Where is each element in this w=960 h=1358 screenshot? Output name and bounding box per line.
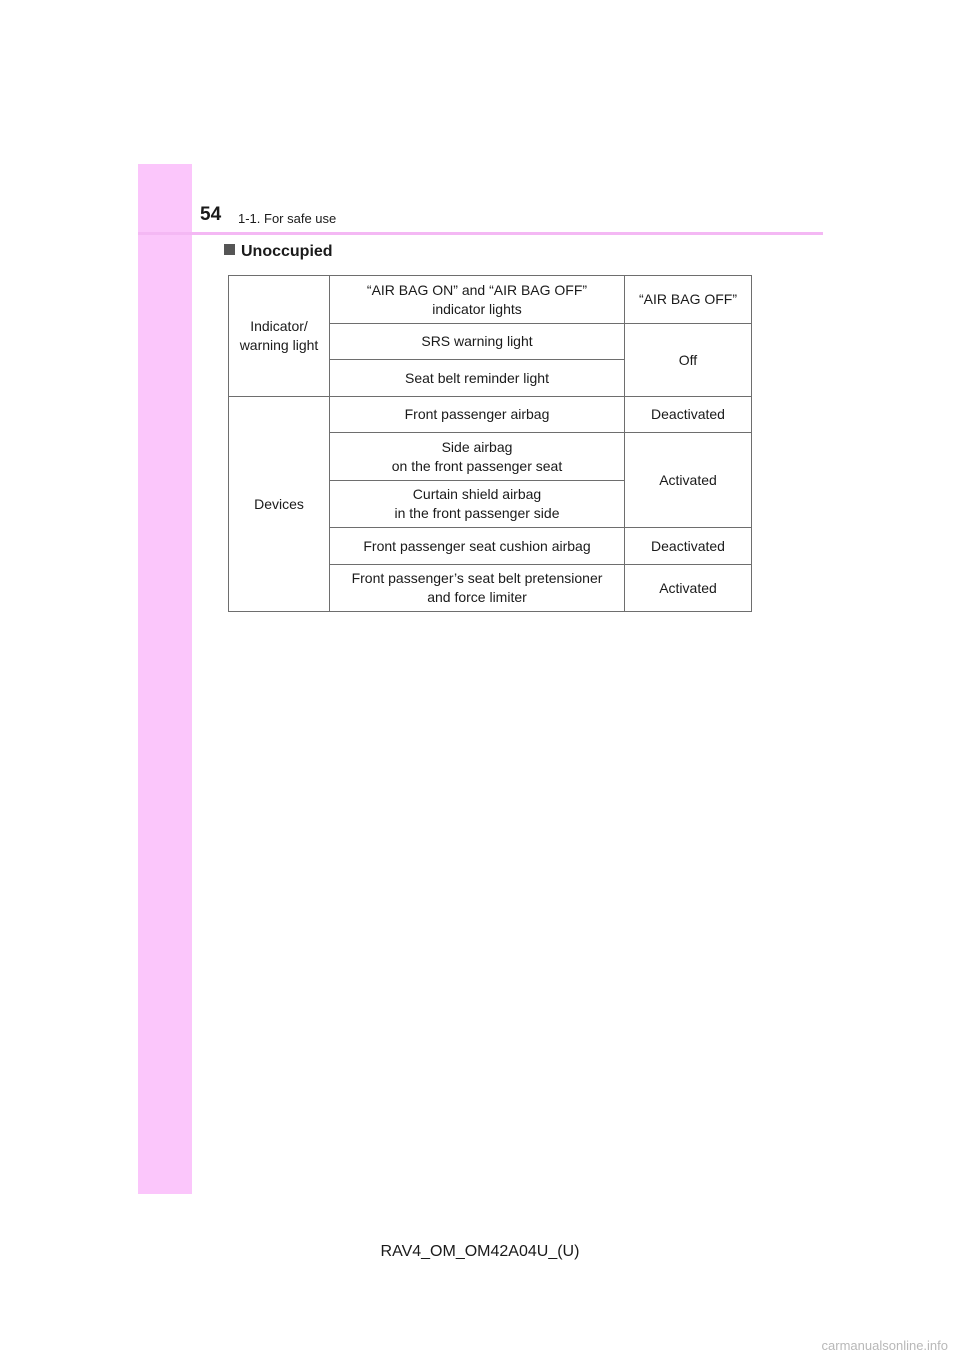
seat-cushion-airbag-status-cell: Deactivated [625,528,752,565]
curtain-shield-airbag-cell: Curtain shield airbag in the front passenger side [330,481,625,528]
devices-group-cell: Devices [229,397,330,612]
airbag-indicator-status-cell: “AIR BAG OFF” [625,276,752,324]
table-row [229,276,752,324]
watermark: carmanualsonline.info [821,1338,948,1353]
belt-pretensioner-status-cell: Activated [625,565,752,612]
side-curtain-airbag-status-cell: Activated [625,433,752,528]
front-passenger-airbag-cell: Front passenger airbag [330,397,625,433]
subheading [224,243,333,261]
section-title: 1-1. For safe use [238,211,337,226]
seat-belt-reminder-cell: Seat belt reminder light [330,360,625,397]
side-color-band [138,164,192,1194]
airbag-status-table [228,275,752,612]
header-rule [138,232,823,235]
page-number: 54 [200,204,222,225]
square-bullet-icon [224,244,235,255]
manual-code: RAV4_OM_OM42A04U_(U) [380,1243,580,1260]
belt-pretensioner-cell: Front passenger’s seat belt pretensioner and force limiter [330,565,625,612]
indicator-group-cell: Indicator/ warning light [229,276,330,397]
table-row [229,397,752,433]
seat-cushion-airbag-cell: Front passenger seat cushion airbag [330,528,625,565]
subheading-text: Unoccupied [241,243,333,260]
side-airbag-cell: Side airbag on the front passenger seat [330,433,625,481]
airbag-indicator-lights-cell: “AIR BAG ON” and “AIR BAG OFF” indicator lights [330,276,625,324]
front-passenger-airbag-status-cell: Deactivated [625,397,752,433]
srs-warning-light-cell: SRS warning light [330,324,625,360]
warning-lights-status-cell: Off [625,324,752,397]
